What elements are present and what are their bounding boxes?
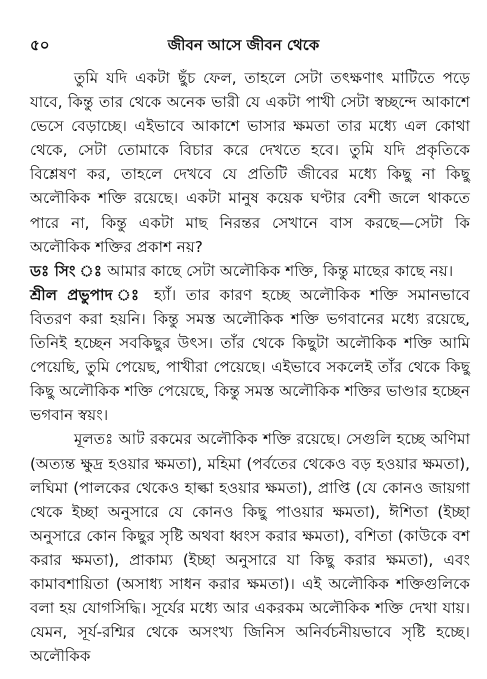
speaker-label: শ্রীল প্রভুপাদ ঃ	[30, 285, 154, 304]
paragraph-4-text: মূলতঃ আট রকমের অলৌকিক শক্তি রয়েছে। সেগুলি হচ্ছে অণিমা (অত্যন্ত ক্ষুদ্র হওয়ার ক্ষমতা), মহিমা (পর্বতের থেকেও বড় হওয়ার ক্ষমতা), লঘিমা (পালকের থেকেও হাল্কা হওয়ার ক্ষমতা), প্রাপ্তি (যে কোনও জায়গা থেকে ইচ্ছা অনুসারে যে কোনও কিছু পাওয়ার ক্ষমতা), ঈশিতা (ইচ্ছা অনুসারে কোন কিছুর সৃষ্টি অথবা ধ্বংস করার ক্ষমতা), বশিতা (কাউকে বশ করার ক্ষমতা), প্রাকাম্য (ইচ্ছা অনুসারে যা কিছু করার ক্ষমতা), এবং কামাবশায়িতা (অসাধ্য সাধন করার ক্ষমতা)। এই অলৌকিক শক্তিগুলিকে বলা হয় যোগসিদ্ধি। সূর্যের মধ্যে আর একরকম অলৌকিক শক্তি দেখা যায়। যেমন, সূর্য-রশ্মির থেকে অসংখ্য জিনিস অনির্বচনীয়ভাবে সৃষ্টি হচ্ছে। অলৌকিক	[30, 430, 470, 666]
paragraph-4	[30, 427, 470, 668]
running-title: জীবন আসে জীবন থেকে	[167, 35, 320, 54]
paragraph-2	[30, 259, 470, 283]
page-header	[30, 36, 457, 56]
paragraph-1-text: তুমি যদি একটা ছুঁচ ফেল, তাহলে সেটা তৎক্ষণাৎ মাটিতে পড়ে যাবে, কিন্তু তার থেকে অনেক ভারী যে একটা পাখী সেটা স্বচ্ছন্দে আকাশে ভেসে বেড়াচ্ছে। এইভাবে আকাশে ভাসার ক্ষমতা তার মধ্যে এল কোথা থেকে, সেটা তোমাকে বিচার করে দেখতে হবে। তুমি যদি প্রকৃতিকে বিশ্লেষণ কর, তাহলে দেখবে যে প্রতিটি জীবের মধ্যে কিছু না কিছু অলৌকিক শক্তি রয়েছে। একটা মানুষ কয়েক ঘণ্টার বেশী জলে থাকতে পারে না, কিন্তু একটা মাছ নিরন্তর সেখানে বাস করছে—সেটা কি অলৌকিক শক্তির প্রকাশ নয়?	[30, 69, 470, 256]
page-number: ৫০	[30, 35, 50, 54]
paragraph-1	[30, 66, 470, 259]
speaker-label: ডঃ সিং ঃ	[30, 261, 108, 280]
body-text	[30, 66, 470, 668]
paragraph-2-text: আমার কাছে সেটা অলৌকিক শক্তি, কিন্তু মাছের কাছে নয়।	[107, 261, 454, 280]
paragraph-3-text: হ্যাঁ। তার কারণ হচ্ছে অলৌকিক শক্তি সমানভাবে বিতরণ করা হয়নি। কিন্তু সমস্ত অলৌকিক শক্তি ভগবানের মধ্যে রয়েছে, তিনিই হচ্ছেন সবকিছুর উৎস। তাঁর থেকে কিছুটা অলৌকিক শক্তি আমি পেয়েছি, তুমি পেয়েছ, পাখীরা পেয়েছে। এইভাবে সকলেই তাঁর থেকে কিছু কিছু অলৌকিক শক্তি পেয়েছে, কিন্তু সমস্ত অলৌকিক শক্তির ভাণ্ডার হচ্ছেন ভগবান স্বয়ং।	[30, 285, 470, 425]
paragraph-3	[30, 283, 470, 428]
